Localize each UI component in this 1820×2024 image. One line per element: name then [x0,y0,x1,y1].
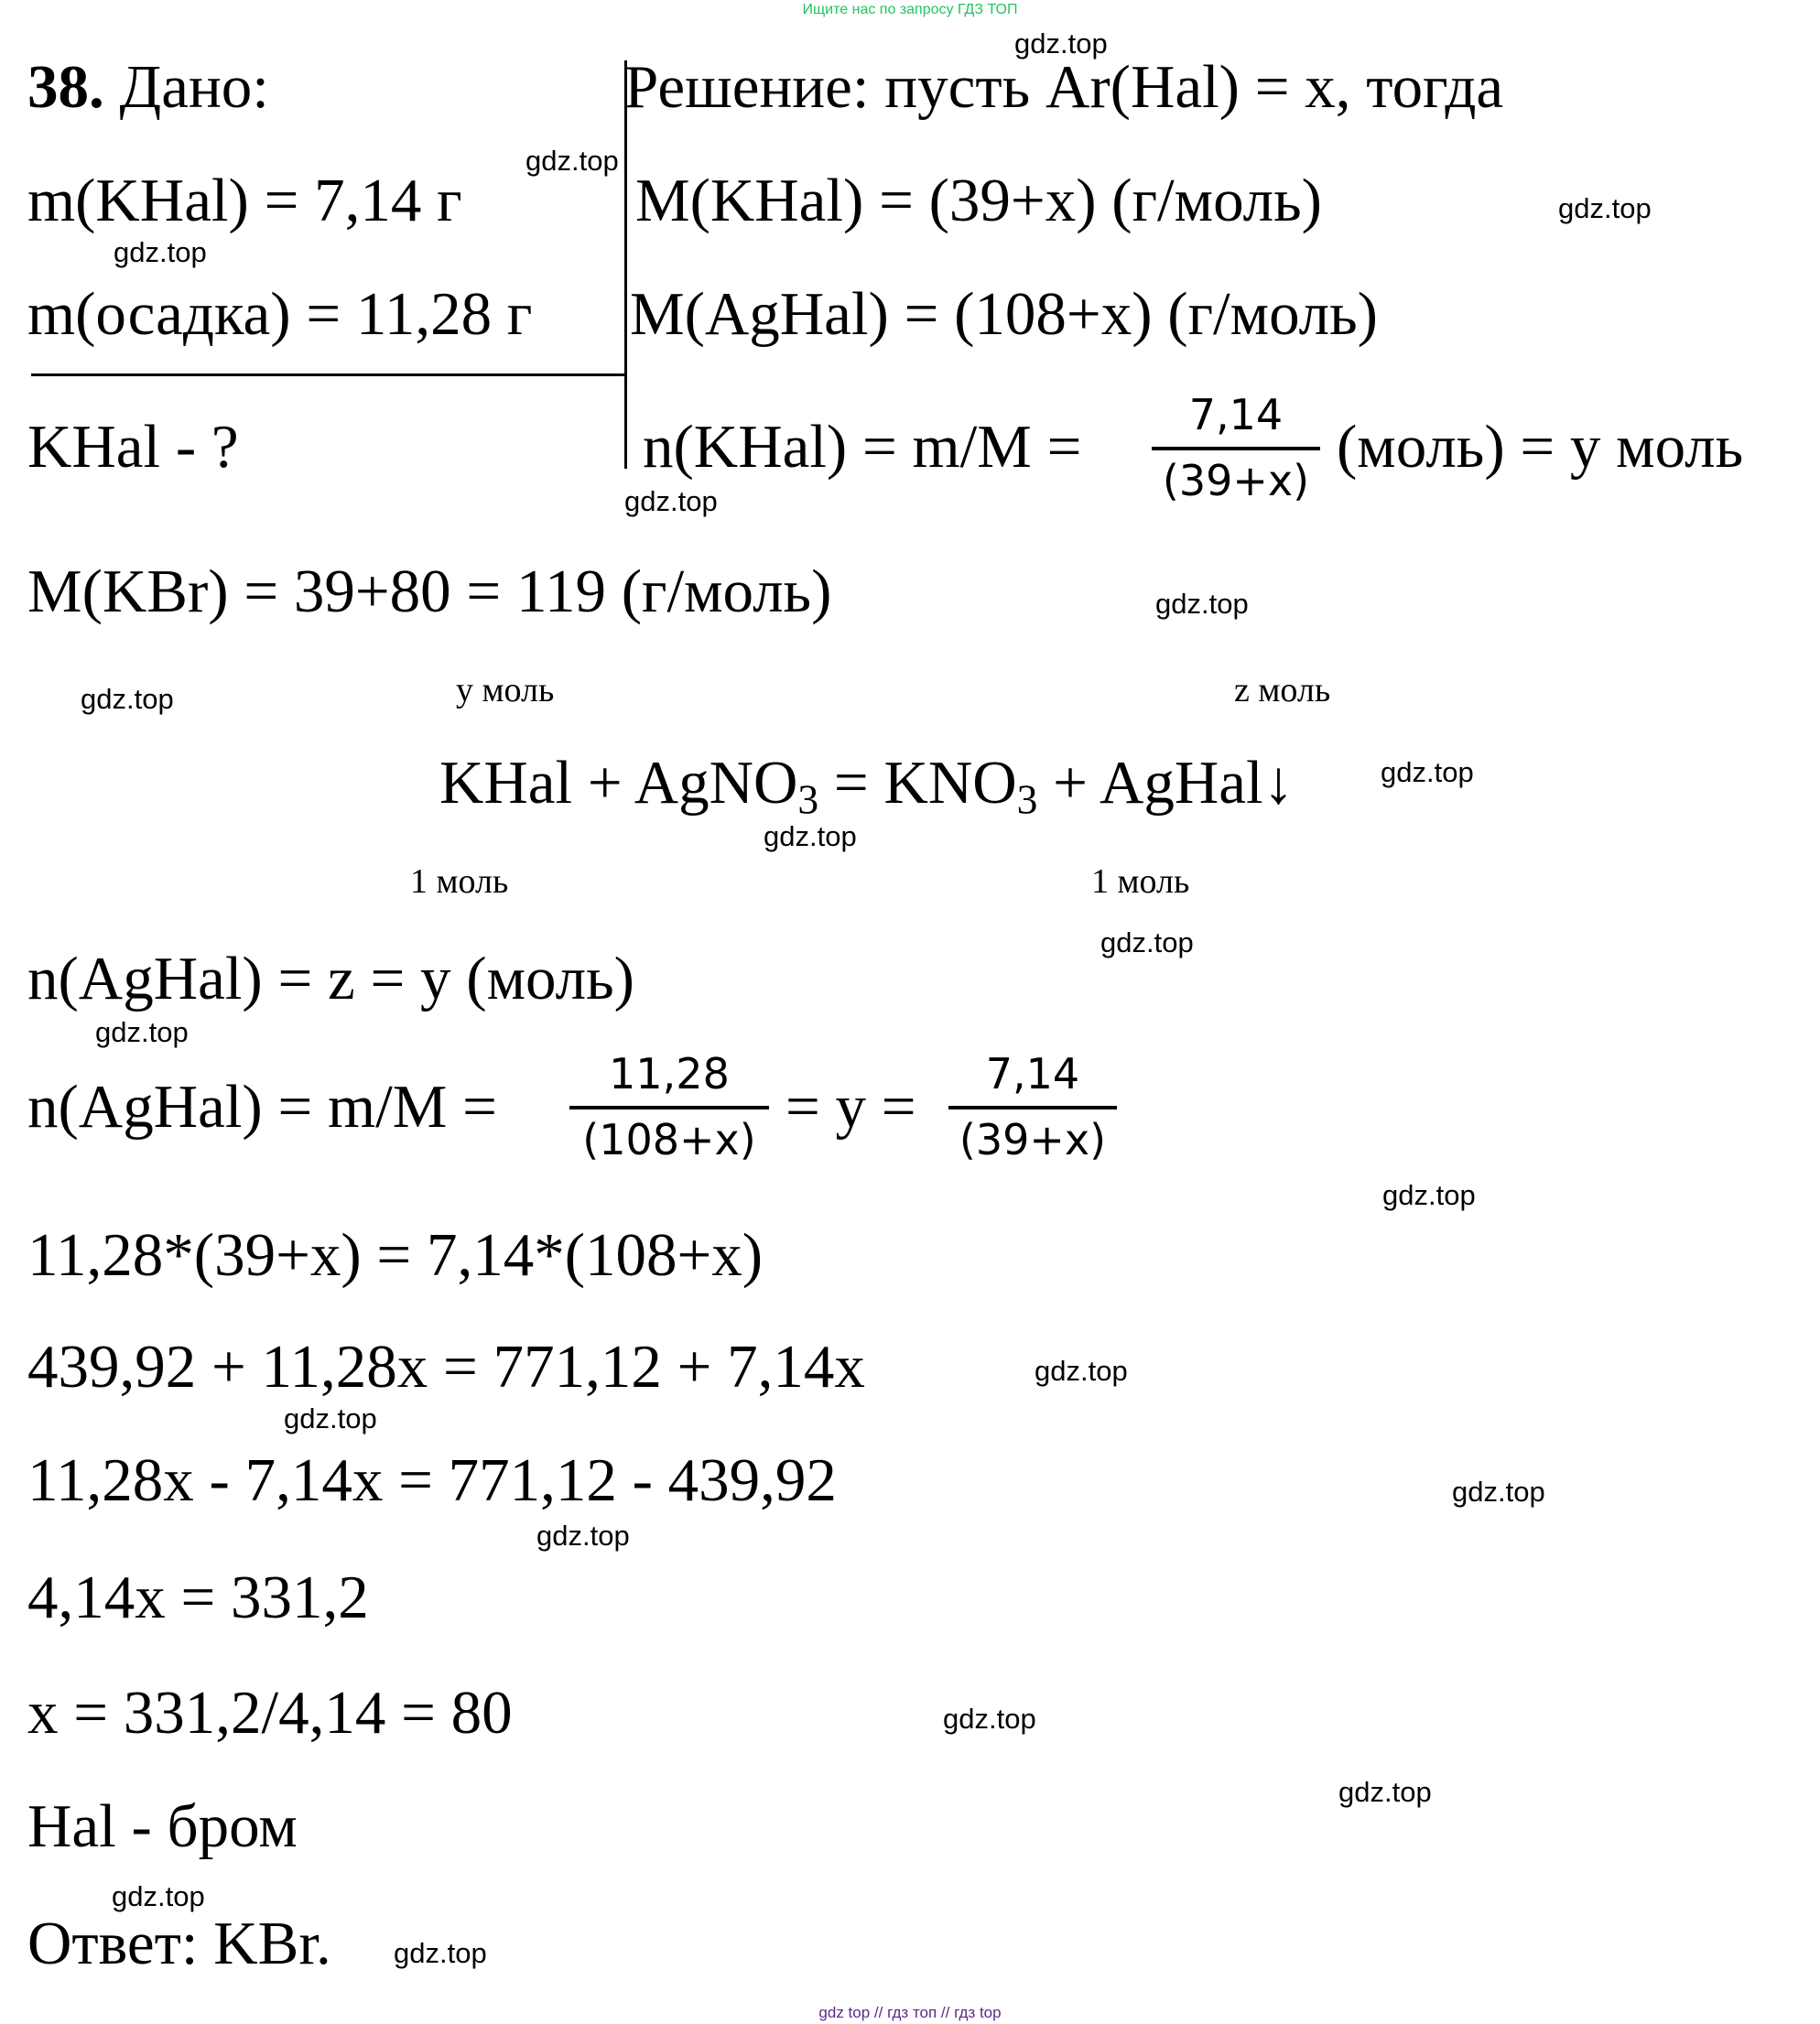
watermark: gdz.top [943,1703,1036,1735]
fraction-khal-2-numerator: 7,14 [948,1053,1117,1109]
given-divider-horizontal [31,373,624,376]
step-moles-equation-prefix: n(AgHal) = m/M = [27,1073,497,1141]
fraction-khal-2 [948,1049,1117,1164]
watermark: gdz.top [1382,1179,1476,1211]
reaction-part-3: + AgHal↓ [1037,749,1295,817]
watermark: gdz.top [525,145,619,177]
reaction-label-1-mol-right: 1 моль [1091,862,1190,901]
watermark: gdz.top [284,1402,377,1434]
step-cross-multiply: 11,28*(39+x) = 7,14*(108+x) [27,1221,764,1289]
find-khal: KHal - ? [27,413,239,481]
watermark: gdz.top [1381,756,1474,788]
fraction-khal-denominator: (39+x) [1162,456,1310,505]
step-expand: 439,92 + 11,28x = 771,12 + 7,14x [27,1333,865,1401]
watermark: gdz.top [764,820,857,852]
watermark: gdz.top [1155,588,1249,620]
step-solve-x: x = 331,2/4,14 = 80 [27,1679,513,1747]
watermark: gdz.top [1014,27,1108,60]
reaction-part-2: = KNO [818,749,1017,817]
fraction-aghal-denominator: (108+x) [582,1115,756,1164]
step-simplify: 4,14x = 331,2 [27,1564,369,1631]
header-search-hint: Ищите нас по запросу ГДЗ ТОП [802,2,1018,17]
watermark: gdz.top [394,1937,487,1969]
fraction-khal [1152,390,1320,505]
given-mass-precipitate: m(осадка) = 11,28 г [27,280,533,348]
problem-number: 38. [27,53,104,121]
watermark: gdz.top [624,485,718,517]
watermark: gdz.top [1558,192,1652,224]
reaction-label-1-mol-left: 1 моль [410,862,509,901]
watermark: gdz.top [1035,1355,1128,1387]
molar-mass-kbr: M(KBr) = 39+80 = 119 (г/моль) [27,557,832,625]
step-moles-aghal: n(AgHal) = z = y (моль) [27,945,634,1012]
given-mass-khal: m(KHal) = 7,14 г [27,167,462,234]
fraction-khal-numerator: 7,14 [1152,394,1320,450]
given-divider-vertical [624,60,627,469]
watermark: gdz.top [1338,1776,1432,1808]
watermark: gdz.top [112,1880,205,1912]
molar-mass-aghal: M(AgHal) = (108+x) (г/моль) [630,280,1378,348]
reaction-part-1: KHal + AgNO [439,749,798,817]
watermark: gdz.top [536,1520,630,1552]
given-title: Дано: [119,53,269,121]
watermark: gdz.top [1452,1476,1545,1508]
step-moles-equation-mid: = y = [785,1073,916,1141]
moles-khal-prefix: n(KHal) = m/M = [643,413,1082,481]
reaction-label-z-mol: z моль [1234,671,1331,709]
answer: Ответ: KBr. [27,1910,331,1977]
reaction-subscript-1: 3 [797,775,819,823]
step-identify-halogen: Hal - бром [27,1792,298,1860]
fraction-aghal-numerator: 11,28 [569,1053,769,1109]
watermark: gdz.top [114,236,207,268]
step-collect: 11,28x - 7,14x = 771,12 - 439,92 [27,1446,837,1514]
solution-intro: Решение: пусть Ar(Hal) = x, тогда [624,53,1504,121]
watermark: gdz.top [81,683,174,715]
fraction-aghal [569,1049,769,1164]
reaction-subscript-2: 3 [1016,775,1038,823]
molar-mass-khal: M(KHal) = (39+x) (г/моль) [635,167,1322,234]
reaction-label-y-mol: y моль [456,671,555,709]
problem-header [27,53,269,121]
fraction-khal-2-denominator: (39+x) [959,1115,1107,1164]
moles-khal-suffix: (моль) = y моль [1337,413,1744,481]
watermark: gdz.top [95,1016,189,1048]
watermark: gdz.top [1100,926,1194,958]
reaction-equation [439,749,1295,823]
footer-links[interactable]: gdz top // гдз топ // гдз top [818,2004,1002,2021]
